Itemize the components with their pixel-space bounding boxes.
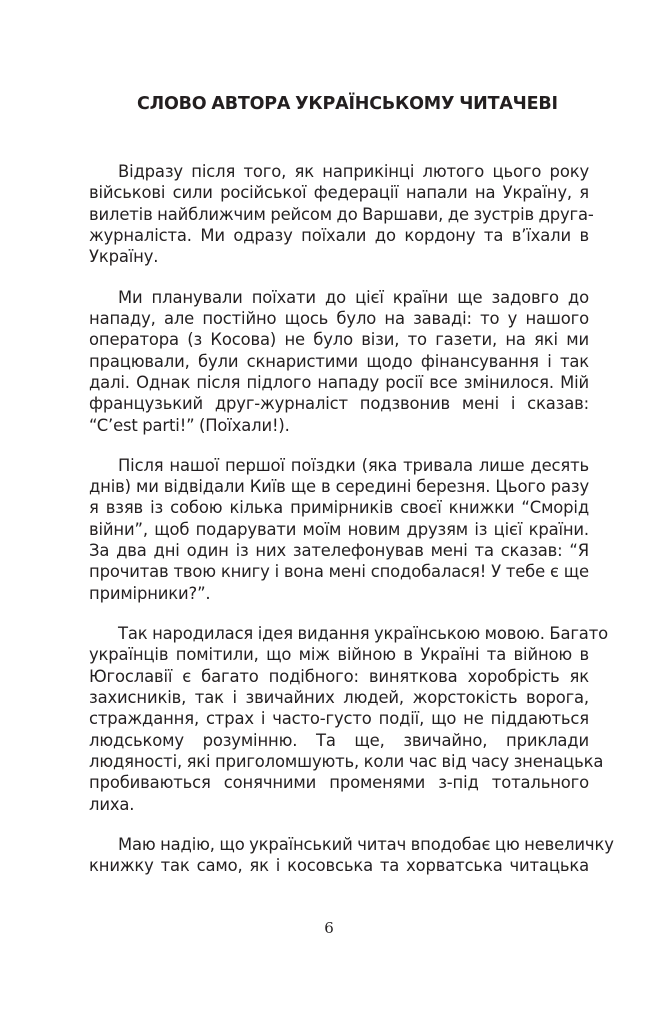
text-line: Маю надію, що український читач вподобає цю невеличку	[118, 834, 614, 854]
text-line: оператора (з Косова) не було візи, то газети, на які ми	[89, 330, 589, 350]
text-line: Ми планували поїхати до цієї країни ще задовго до	[118, 287, 589, 307]
text-line: українців помітили, що між війною в Україні та війною в	[89, 645, 589, 665]
text-line: За два дні один із них зателефонував мені та сказав: “Я	[89, 541, 589, 561]
text-line: я взяв із собою кілька примірників своєї книжки “Сморід	[89, 498, 589, 518]
text-line: працювали, були скнаристими щодо фінансування і так	[89, 351, 589, 371]
text-line: людяності, які приголомшують, коли час від часу зненацька	[89, 751, 604, 771]
body-text	[89, 161, 614, 895]
paragraph-5	[89, 834, 614, 877]
text-line: книжку так само, як і косовська та хорватська читацька	[89, 856, 589, 876]
text-line: Україну.	[89, 247, 159, 267]
text-line: людському розумінню. Та ще, звичайно, приклади	[89, 730, 589, 750]
text-line: журналіста. Ми одразу поїхали до кордону та в’їхали в	[89, 226, 589, 246]
text-line: військові сили російської федерації напали на Україну, я	[89, 183, 589, 203]
paragraph-1	[89, 161, 594, 268]
text-line: війни”, щоб подарувати моїм новим друзям із цієї країни.	[89, 519, 589, 539]
text-line: прочитав твою книгу і вона мені сподобалася! У тебе є ще	[89, 562, 589, 582]
text-line: вилетів найближчим рейсом до Варшави, де зустрів друга-	[89, 204, 594, 224]
text-line: нападу, але постійно щось було на заваді: то у нашого	[89, 308, 589, 328]
paragraph-2	[89, 287, 589, 436]
text-line: Відразу після того, як наприкінці лютого цього року	[118, 162, 589, 181]
text-line: Югославії є багато подібного: виняткова хоробрість як	[89, 666, 589, 686]
paragraph-4	[89, 623, 608, 815]
text-line: Після нашої першої поїздки (яка тривала лише десять	[118, 455, 589, 475]
paragraph-3	[89, 455, 589, 604]
text-line: французький друг-журналіст подзвонив мені і сказав:	[89, 394, 589, 414]
text-line: лиха.	[89, 794, 135, 814]
page-number: 6	[324, 919, 334, 937]
text-line: пробиваються сонячними променями з-під тотального	[89, 773, 589, 793]
text-line: Так народилася ідея видання українською мовою. Багато	[118, 623, 608, 643]
text-line: далі. Однак після підлого нападу росії все змінилося. Мій	[89, 372, 589, 392]
text-line: примірники?”.	[89, 583, 211, 603]
text-line: захисників, так і звичайних людей, жорстокість ворога,	[89, 687, 589, 707]
chapter-title: СЛОВО АВТОРА УКРАЇНСЬКОМУ ЧИТАЧЕВІ	[137, 94, 558, 114]
text-line: днів) ми відвідали Київ ще в середині березня. Цього разу	[89, 477, 589, 497]
text-line: страждання, страх і часто-густо події, що не піддаються	[89, 709, 589, 729]
text-line: “C’est parti!” (Поїхали!).	[89, 415, 290, 435]
